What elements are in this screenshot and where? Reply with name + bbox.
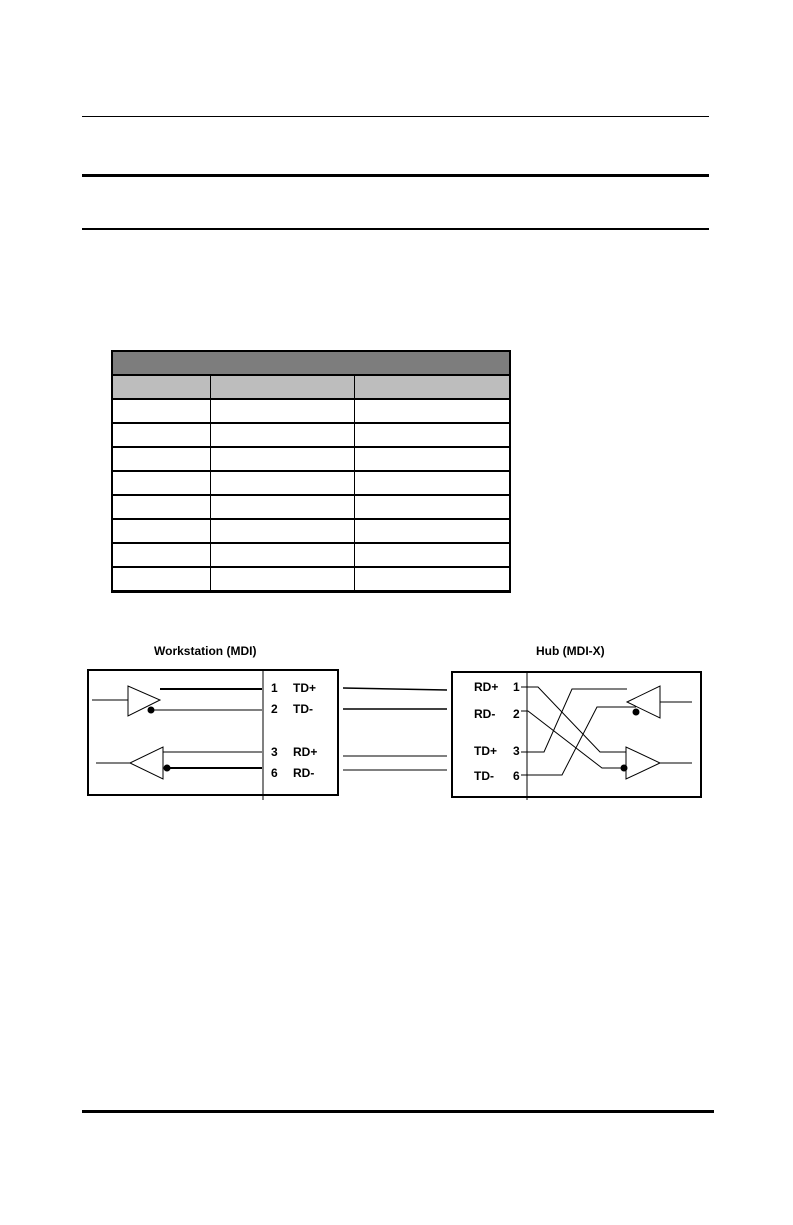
workstation-pin-number: 6 bbox=[271, 766, 278, 780]
inverting-dot-icon bbox=[164, 765, 171, 772]
workstation-transmitter-icon bbox=[128, 686, 160, 716]
hub-pin-number: 2 bbox=[513, 707, 520, 721]
hub-pin-signal: TD- bbox=[474, 769, 494, 783]
workstation-pin-number: 2 bbox=[271, 702, 278, 716]
hub-pin-signal: TD+ bbox=[474, 744, 498, 758]
workstation-pin-number: 1 bbox=[271, 681, 278, 695]
cable-wire-pin1 bbox=[343, 688, 447, 690]
hub-pin-number: 1 bbox=[513, 680, 520, 694]
hub-td-minus-crossover-wire bbox=[521, 707, 636, 775]
hub-pin-number: 6 bbox=[513, 769, 520, 783]
hub-pin-number: 3 bbox=[513, 744, 520, 758]
workstation-pin-signal: RD+ bbox=[293, 745, 318, 759]
hub-rd-minus-crossover-wire bbox=[521, 711, 626, 768]
inverting-dot-icon bbox=[633, 709, 640, 716]
hub-title: Hub (MDI-X) bbox=[536, 644, 605, 658]
workstation-receiver-icon bbox=[130, 747, 163, 779]
inverting-dot-icon bbox=[621, 765, 628, 772]
workstation-title: Workstation (MDI) bbox=[154, 644, 257, 658]
hub-pin-signal: RD+ bbox=[474, 680, 499, 694]
hub-transmitter-icon bbox=[627, 686, 660, 718]
workstation-pin-signal: RD- bbox=[293, 766, 315, 780]
hub-td-plus-crossover-wire bbox=[521, 689, 627, 752]
hub-rd-plus-crossover-wire bbox=[521, 687, 626, 752]
workstation-pin-signal: TD- bbox=[293, 702, 313, 716]
hub-receiver-icon bbox=[626, 747, 660, 779]
inverting-dot-icon bbox=[148, 707, 155, 714]
workstation-pin-number: 3 bbox=[271, 745, 278, 759]
hub-pin-signal: RD- bbox=[474, 707, 496, 721]
workstation-pin-signal: TD+ bbox=[293, 681, 317, 695]
